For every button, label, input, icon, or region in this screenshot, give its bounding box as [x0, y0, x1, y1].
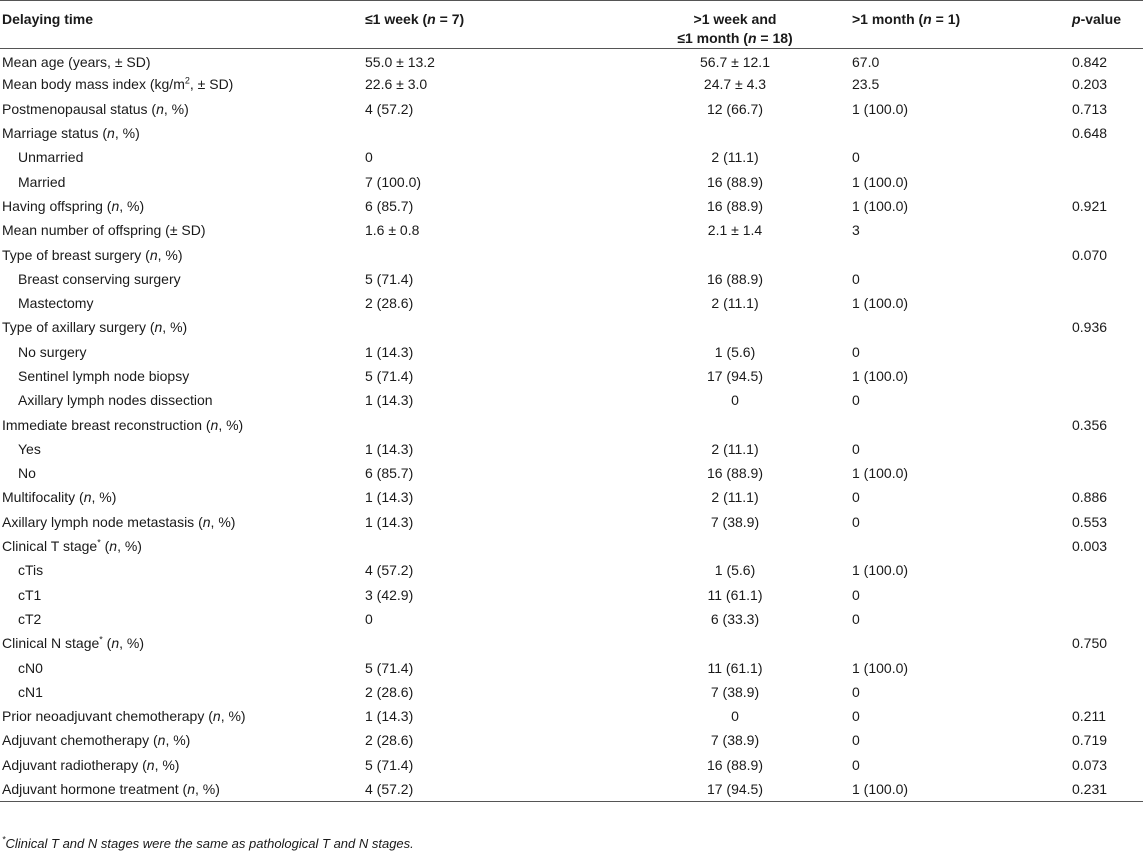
value-le-1-week: 1.6 ± 0.8 [365, 222, 420, 239]
row-label: Axillary lymph nodes dissection [18, 392, 213, 409]
table-row [0, 219, 1143, 243]
value-gt-1-week-le-1-month: 2 (11.1) [711, 489, 759, 506]
value-le-1-week: 1 (14.3) [365, 343, 414, 360]
value-gt-1-week-le-1-month [618, 121, 852, 145]
table-row [0, 632, 1143, 656]
table-row [0, 534, 1143, 558]
row-label: Immediate breast reconstruction (n, %) [2, 416, 244, 433]
p-value [1072, 170, 1143, 194]
value-gt-1-week-le-1-month: 1 (5.6) [714, 562, 756, 579]
value-le-1-week [365, 121, 618, 145]
row-label: Adjuvant radiotherapy (n, %) [2, 756, 180, 773]
row-label: Postmenopausal status (n, %) [2, 100, 189, 117]
p-value [1072, 340, 1143, 364]
table-row [0, 340, 1143, 364]
table-footnote: *Clinical T and N stages were the same as pathological T and N stages. [2, 834, 414, 851]
table-header [0, 1, 1143, 49]
value-le-1-week [365, 534, 618, 558]
p-value [1072, 437, 1143, 461]
row-label: Axillary lymph node metastasis (n, %) [2, 513, 236, 530]
value-gt-1-week-le-1-month: 2 (11.1) [711, 295, 759, 312]
value-le-1-week: 2 (28.6) [365, 732, 414, 749]
value-gt-1-month [852, 121, 1072, 145]
header-p-value: p-value [1072, 11, 1122, 27]
p-value: 0.553 [1072, 513, 1108, 530]
p-value: 0.231 [1072, 780, 1108, 797]
row-label: Mean number of offspring (± SD) [2, 222, 206, 239]
value-gt-1-week-le-1-month: 2 (11.1) [711, 149, 759, 166]
value-gt-1-week-le-1-month: 12 (66.7) [706, 100, 764, 117]
value-gt-1-week-le-1-month: 6 (33.3) [710, 610, 760, 627]
p-value [1072, 583, 1143, 607]
header-gt-1-week-le-1-month: >1 week and ≤1 month (n = 18) [677, 11, 793, 46]
row-label: Clinical N stage* (n, %) [2, 634, 145, 652]
row-label: Married [18, 173, 66, 190]
row-label: Multifocality (n, %) [2, 489, 117, 506]
value-gt-1-week-le-1-month [618, 316, 852, 340]
p-value: 0.842 [1072, 54, 1108, 71]
row-label: cT2 [18, 610, 42, 627]
row-label: Mean age (years, ± SD) [2, 54, 151, 71]
table-row [0, 437, 1143, 461]
table-row [0, 680, 1143, 704]
value-gt-1-month: 1 (100.0) [852, 780, 909, 797]
row-label: Adjuvant hormone treatment (n, %) [2, 780, 220, 797]
p-value: 0.921 [1072, 197, 1108, 214]
table-row [0, 316, 1143, 340]
value-gt-1-month: 1 (100.0) [852, 100, 909, 117]
value-gt-1-week-le-1-month: 24.7 ± 4.3 [703, 76, 767, 93]
value-gt-1-month: 0 [852, 489, 860, 506]
value-gt-1-month: 0 [852, 149, 860, 166]
value-le-1-week: 1 (14.3) [365, 392, 414, 409]
row-label: Mastectomy [18, 295, 94, 312]
value-gt-1-week-le-1-month [618, 413, 852, 437]
value-le-1-week: 5 (71.4) [365, 270, 414, 287]
value-gt-1-month: 1 (100.0) [852, 173, 909, 190]
value-gt-1-month [852, 534, 1072, 558]
value-gt-1-week-le-1-month: 2.1 ± 1.4 [707, 222, 763, 239]
row-label: cT1 [18, 586, 42, 603]
row-label: Type of axillary surgery (n, %) [2, 319, 188, 336]
value-gt-1-week-le-1-month: 7 (38.9) [710, 513, 760, 530]
row-label: cTis [18, 562, 44, 579]
value-gt-1-week-le-1-month: 2 (11.1) [711, 440, 759, 457]
value-le-1-week: 5 (71.4) [365, 659, 414, 676]
p-value [1072, 291, 1143, 315]
table-row [0, 777, 1143, 801]
value-gt-1-month: 0 [852, 708, 860, 725]
value-gt-1-month: 67.0 [852, 54, 880, 71]
row-label: Unmarried [18, 149, 84, 166]
p-value [1072, 146, 1143, 170]
value-gt-1-week-le-1-month: 16 (88.9) [706, 270, 764, 287]
value-gt-1-month: 1 (100.0) [852, 197, 909, 214]
value-le-1-week: 0 [365, 149, 373, 166]
value-gt-1-week-le-1-month: 16 (88.9) [706, 173, 764, 190]
table-row [0, 607, 1143, 631]
row-label: Adjuvant chemotherapy (n, %) [2, 732, 191, 749]
p-value [1072, 364, 1143, 388]
p-value: 0.211 [1072, 708, 1106, 725]
value-gt-1-week-le-1-month: 7 (38.9) [710, 683, 760, 700]
value-gt-1-month: 0 [852, 392, 860, 409]
value-gt-1-week-le-1-month [618, 534, 852, 558]
value-gt-1-week-le-1-month: 11 (61.1) [707, 659, 763, 676]
value-le-1-week: 3 (42.9) [365, 586, 414, 603]
row-label: Marriage status (n, %) [2, 125, 140, 142]
row-label: Clinical T stage* (n, %) [2, 537, 142, 555]
header-le-1-week: ≤1 week (n = 7) [365, 11, 465, 27]
value-le-1-week [365, 413, 618, 437]
p-value: 0.719 [1072, 732, 1108, 749]
value-gt-1-month: 0 [852, 756, 860, 773]
value-gt-1-month: 1 (100.0) [852, 465, 909, 482]
table-row [0, 291, 1143, 315]
value-gt-1-week-le-1-month: 16 (88.9) [706, 756, 764, 773]
value-gt-1-month: 0 [852, 270, 860, 287]
value-gt-1-month: 1 (100.0) [852, 368, 909, 384]
value-le-1-week: 22.6 ± 3.0 [365, 76, 428, 93]
row-label: Mean body mass index ($kg/m^2$, ± SD) [2, 75, 234, 93]
value-le-1-week: 55.0 ± 13.2 [365, 54, 435, 71]
value-le-1-week [365, 316, 618, 340]
value-gt-1-month: 0 [852, 586, 860, 603]
row-label: cN0 [18, 659, 43, 676]
value-gt-1-week-le-1-month: 0 [731, 708, 739, 725]
p-value: 0.936 [1072, 319, 1108, 336]
p-value [1072, 656, 1143, 680]
table-row [0, 510, 1143, 534]
table-row [0, 413, 1143, 437]
p-value: 0.073 [1072, 756, 1108, 773]
value-gt-1-month: 0 [852, 440, 860, 457]
value-le-1-week: 5 (71.4) [365, 368, 414, 384]
table-row [0, 389, 1143, 413]
row-label: Type of breast surgery (n, %) [2, 246, 183, 263]
row-label: Yes [18, 440, 41, 457]
table-row [0, 559, 1143, 583]
p-value: 0.070 [1072, 246, 1108, 263]
value-gt-1-week-le-1-month: 0 [731, 392, 739, 409]
value-gt-1-week-le-1-month [618, 243, 852, 267]
value-gt-1-month: 3 [852, 222, 860, 239]
p-value: 0.003 [1072, 538, 1108, 555]
value-le-1-week: 0 [365, 610, 373, 627]
p-value [1072, 559, 1143, 583]
table-row [0, 267, 1143, 291]
value-gt-1-month: 1 (100.0) [852, 295, 909, 312]
value-gt-1-month [852, 413, 1072, 437]
value-le-1-week: 6 (85.7) [365, 465, 414, 482]
value-gt-1-month [852, 316, 1072, 340]
value-gt-1-week-le-1-month: 16 (88.9) [706, 197, 764, 214]
table-row [0, 73, 1143, 97]
table-row [0, 462, 1143, 486]
value-le-1-week [365, 243, 618, 267]
value-le-1-week: 2 (28.6) [365, 295, 414, 312]
value-le-1-week: 2 (28.6) [365, 683, 414, 700]
p-value [1072, 680, 1143, 704]
table-row [0, 753, 1143, 777]
table-body [0, 49, 1143, 802]
p-value [1072, 389, 1143, 413]
value-le-1-week: 4 (57.2) [365, 780, 414, 797]
value-gt-1-month: 0 [852, 513, 860, 530]
row-label: Breast conserving surgery [18, 270, 181, 287]
value-le-1-week: 4 (57.2) [365, 100, 414, 117]
p-value: 0.886 [1072, 489, 1108, 506]
value-gt-1-month: 0 [852, 610, 860, 627]
table-row [0, 194, 1143, 218]
p-value: 0.750 [1072, 635, 1108, 652]
p-value [1072, 219, 1143, 243]
value-le-1-week: 4 (57.2) [365, 562, 414, 579]
value-gt-1-month [852, 243, 1072, 267]
p-value: 0.648 [1072, 125, 1108, 142]
value-gt-1-week-le-1-month: 1 (5.6) [714, 343, 756, 360]
p-value: 0.713 [1072, 100, 1108, 117]
value-le-1-week: 6 (85.7) [365, 197, 414, 214]
value-gt-1-month: 0 [852, 343, 860, 360]
header-delaying-time: Delaying time [2, 11, 94, 27]
value-gt-1-week-le-1-month: 17 (94.5) [706, 368, 764, 384]
p-value: 0.203 [1072, 76, 1108, 93]
value-le-1-week: 1 (14.3) [365, 708, 414, 725]
table-row [0, 364, 1143, 388]
value-gt-1-week-le-1-month: 7 (38.9) [710, 732, 760, 749]
value-le-1-week: 1 (14.3) [365, 513, 414, 530]
table-row [0, 243, 1143, 267]
row-label: cN1 [18, 683, 43, 700]
value-le-1-week: 1 (14.3) [365, 440, 414, 457]
value-gt-1-month [852, 632, 1072, 656]
value-le-1-week: 5 (71.4) [365, 756, 414, 773]
value-gt-1-month: 1 (100.0) [852, 562, 909, 579]
table-row [0, 656, 1143, 680]
p-value: 0.356 [1072, 416, 1108, 433]
row-label: No [18, 465, 36, 482]
value-gt-1-week-le-1-month: 17 (94.5) [706, 780, 764, 797]
p-value [1072, 607, 1143, 631]
value-le-1-week [365, 632, 618, 656]
table-row [0, 583, 1143, 607]
table-row [0, 146, 1143, 170]
value-gt-1-month: 23.5 [852, 76, 880, 93]
value-le-1-week: 7 (100.0) [365, 173, 422, 190]
value-gt-1-month: 1 (100.0) [852, 659, 909, 676]
table-row [0, 729, 1143, 753]
row-label: No surgery [18, 343, 87, 360]
value-gt-1-month: 0 [852, 732, 860, 749]
value-gt-1-week-le-1-month: 16 (88.9) [706, 465, 764, 482]
table-row [0, 486, 1143, 510]
row-label: Having offspring (n, %) [2, 197, 145, 214]
value-gt-1-week-le-1-month: 11 (61.1) [707, 586, 763, 603]
p-value [1072, 462, 1143, 486]
table-row [0, 97, 1143, 121]
value-gt-1-week-le-1-month [618, 632, 852, 656]
table-row [0, 49, 1143, 73]
row-label: Sentinel lymph node biopsy [18, 368, 190, 384]
table-row [0, 705, 1143, 729]
header-row [0, 1, 1143, 49]
table-row [0, 170, 1143, 194]
header-gt-1-month: >1 month (n = 1) [852, 11, 961, 27]
value-gt-1-month: 0 [852, 683, 860, 700]
table-row [0, 121, 1143, 145]
p-value [1072, 267, 1143, 291]
value-le-1-week: 1 (14.3) [365, 489, 414, 506]
value-gt-1-week-le-1-month: 56.7 ± 12.1 [700, 54, 770, 71]
row-label: Prior neoadjuvant chemotherapy (n, %) [2, 708, 246, 725]
